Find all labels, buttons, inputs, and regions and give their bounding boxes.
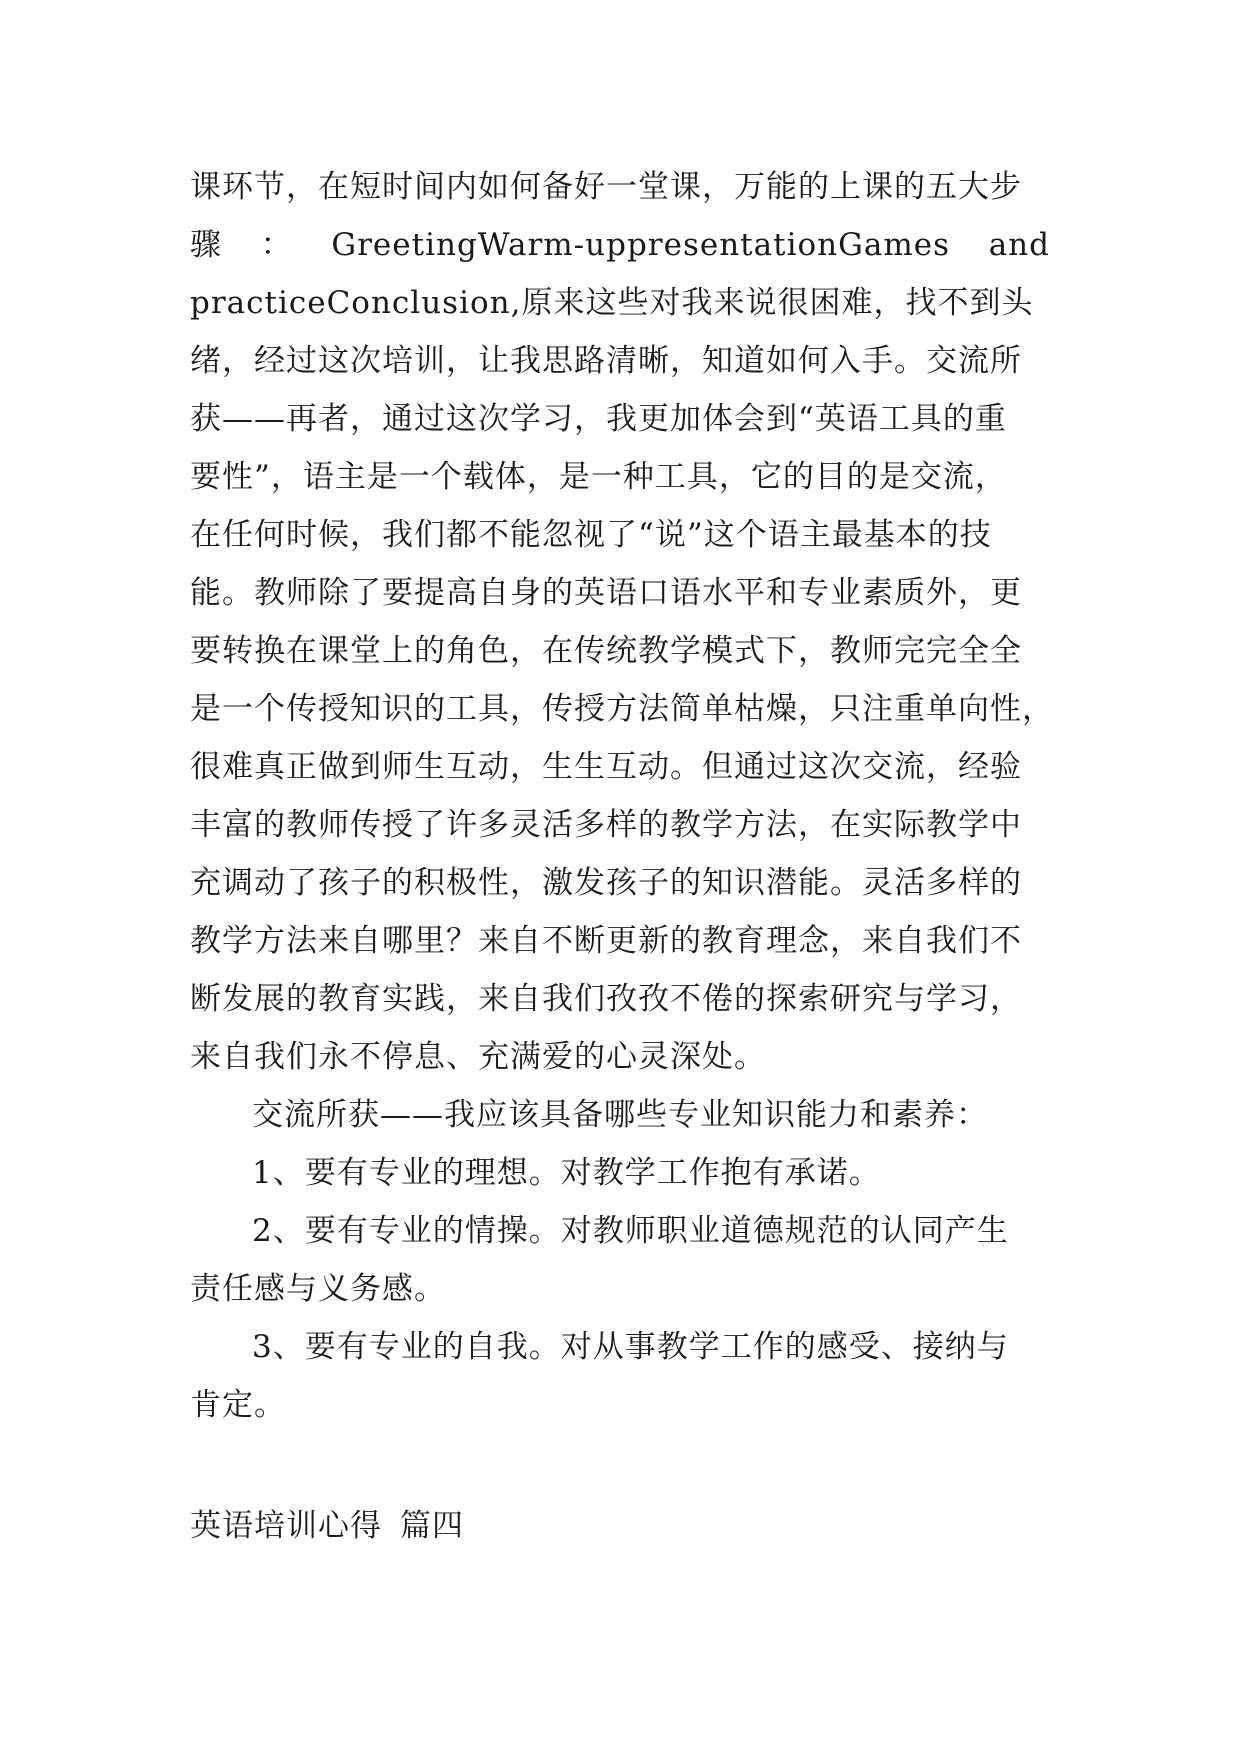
text-fragment: GreetingWarm-uppresentationGames: [331, 227, 951, 263]
text-line: 要性”，语主是一个载体，是一种工具，它的目的是交流，: [190, 459, 1007, 495]
document-body: [190, 158, 1054, 1434]
text-line: 来自我们永不停息、充满爱的心灵深处。: [190, 1039, 766, 1075]
text-line: 很难真正做到师生互动，生生互动。但通过这次交流，经验: [190, 749, 1022, 785]
text-line: 课环节，在短时间内如何备好一堂课，万能的上课的五大步: [190, 169, 1022, 205]
list-item-3-continuation: 肯定。: [190, 1387, 286, 1423]
list-item-2-continuation: 责任感与义务感。: [190, 1271, 446, 1307]
text-line: 充调动了孩子的积极性，激发孩子的知识潜能。灵活多样的: [190, 865, 1022, 901]
list-item-2: 2、要有专业的情操。对教师职业道德规范的认同产生: [252, 1213, 1009, 1249]
text-fragment: ：: [260, 227, 293, 263]
list-item-3: 3、要有专业的自我。对从事教学工作的感受、接纳与: [252, 1329, 1009, 1365]
text-line: practiceConclusion,原来这些对我来说很困难，找不到头: [190, 285, 1034, 321]
text-line: 是一个传授知识的工具，传授方法简单枯燥，只注重单向性，: [190, 691, 1054, 727]
text-line: 绪，经过这次培训，让我思路清晰，知道如何入手。交流所: [190, 343, 1022, 379]
text-line: 在任何时候，我们都不能忽视了“说”这个语主最基本的技: [190, 517, 992, 553]
text-line: 获——再者，通过这次学习，我更加体会到“英语工具的重: [190, 401, 1007, 437]
section-title: [190, 1497, 464, 1555]
text-line: 要转换在课堂上的角色，在传统教学模式下，教师完完全全: [190, 633, 1022, 669]
text-line: 丰富的教师传授了许多灵活多样的教学方法，在实际教学中: [190, 807, 1022, 843]
text-line: 能。教师除了要提高自身的英语口语水平和专业素质外，更: [190, 575, 1022, 611]
section-number: 篇四: [400, 1508, 464, 1544]
section-title-text: 英语培训心得: [190, 1508, 382, 1544]
list-item-1: 1、要有专业的理想。对教学工作抱有承诺。: [252, 1155, 881, 1191]
text-line: 断发展的教育实践，来自我们孜孜不倦的探索研究与学习，: [190, 981, 1022, 1017]
text-fragment: and: [988, 227, 1050, 263]
text-line: 教学方法来自哪里？来自不断更新的教育理念，来自我们不: [190, 923, 1022, 959]
text-line-justified: [190, 216, 1050, 274]
text-fragment: 骤: [190, 227, 222, 263]
paragraph-heading: 交流所获——我应该具备哪些专业知识能力和素养：: [252, 1097, 988, 1133]
